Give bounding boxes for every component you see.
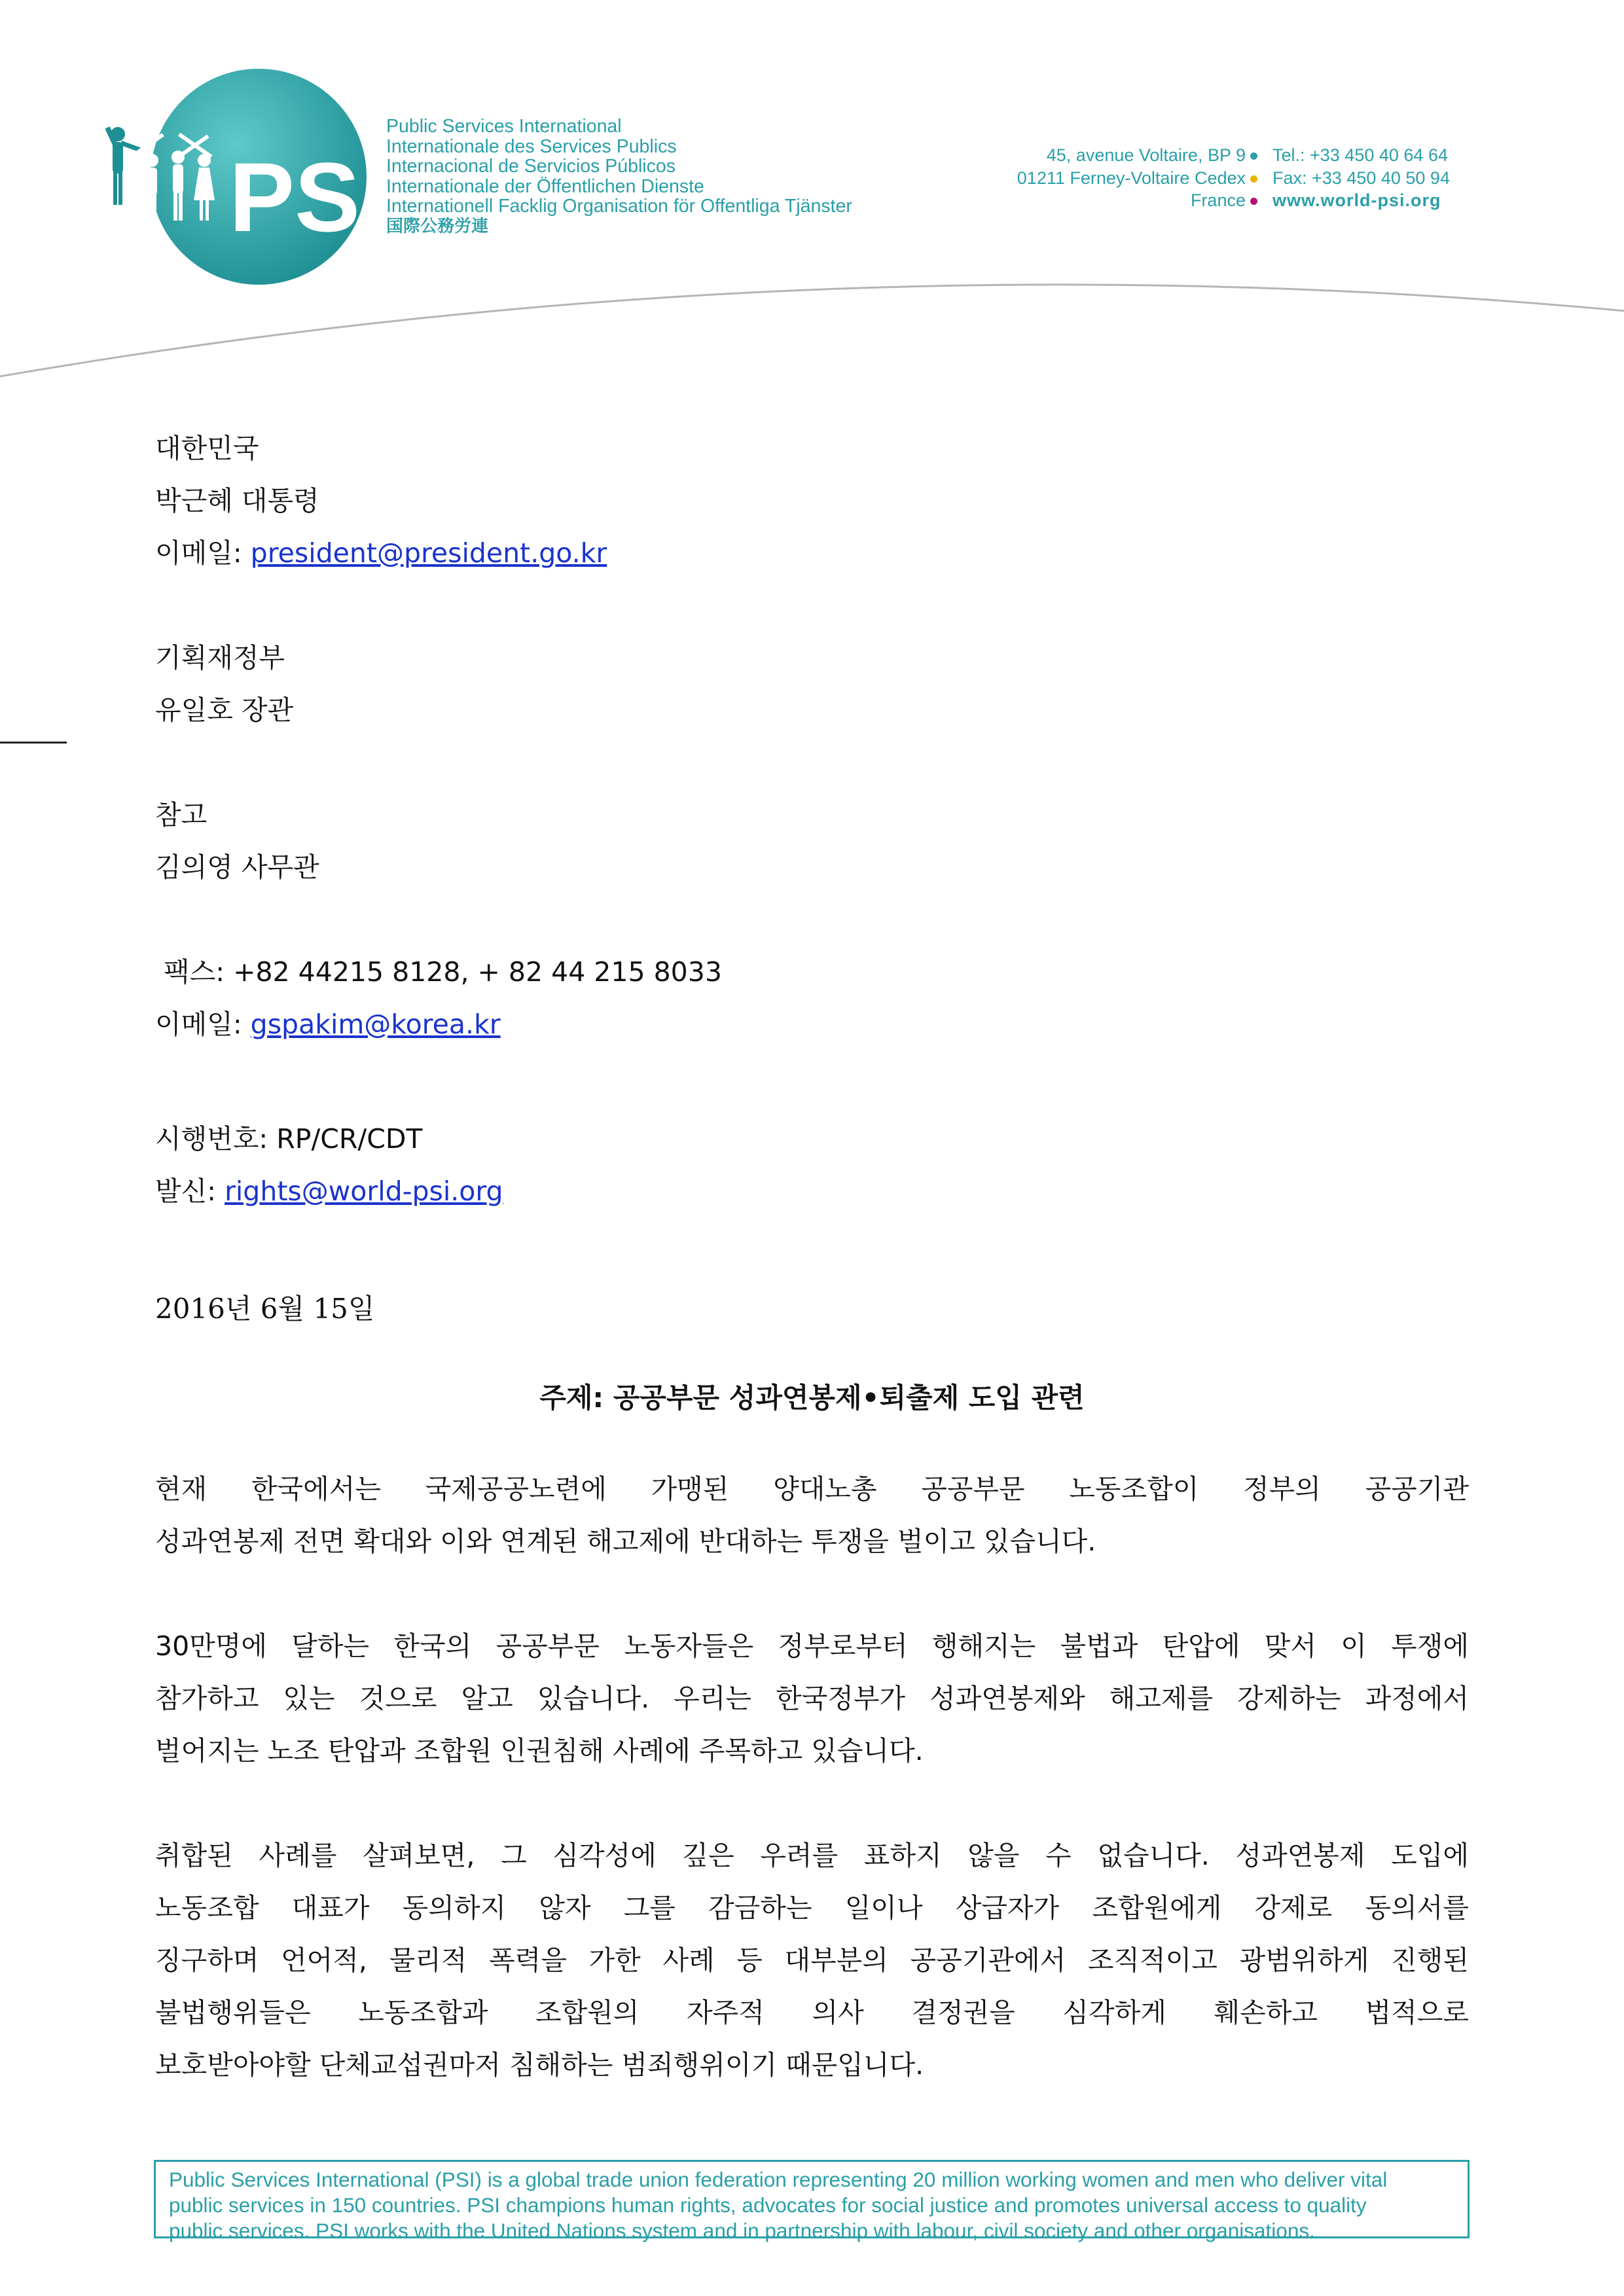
cc-email-line [155, 1008, 501, 1041]
footer-line: Public Services International (PSI) is a global trade union federation representing 20 million working women and men who deliver vital [169, 2168, 1388, 2191]
paragraph-line: 취합된 사례를 살펴보면, 그 심각성에 깊은 우려를 표하지 않을 수 없습니다. 성과연봉제 도입에 [155, 1840, 1469, 1871]
sender-label: 발신: [155, 1175, 225, 1207]
address-line-1: 45, avenue Voltaire, BP 9 [1046, 145, 1246, 165]
paragraph-1 [155, 1463, 1469, 1568]
magenta-bullet-icon [1250, 198, 1257, 205]
paragraph-line: 참가하고 있는 것으로 알고 있습니다. 우리는 한국정부가 성과연봉제와 해고제를 강제하는 과정에서 [155, 1683, 1469, 1714]
paragraph-line: 보호받아야할 단체교섭권마저 침해하는 범죄행위이기 때문입니다. [155, 2049, 924, 2081]
letter-date: 2016년 6월 15일 [155, 1293, 375, 1325]
letter-subject: 주제: 공공부문 성과연봉제•퇴출제 도입 관련 [539, 1382, 1085, 1414]
cc-email-link[interactable]: gspakim@korea.kr [250, 1009, 501, 1040]
fax: Fax: +33 450 40 50 94 [1272, 168, 1450, 188]
org-name-ja: 国際公務労連 [386, 216, 489, 236]
org-name-en: Public Services International [386, 116, 622, 137]
email-label: 이메일: [155, 537, 251, 569]
paragraph-line: 성과연봉제 전면 확대와 이와 연계된 해고제에 반대하는 투쟁을 벌이고 있습니다. [155, 1526, 1096, 1557]
phone: Tel.: +33 450 40 64 64 [1272, 145, 1448, 165]
postal-address [1017, 144, 1246, 212]
address-line-2: 01211 Ferney-Voltaire Cedex [1017, 168, 1246, 188]
paragraph-line: 징구하며 언어적, 물리적 폭력을 가한 사례 등 대부분의 공공기관에서 조직적이고 광범위하게 진행된 [155, 1945, 1469, 1976]
cc-name: 김의영 사무관 [155, 852, 319, 883]
paragraph-line: 현재 한국에서는 국제공공노련에 가맹된 양대노총 공공부문 노동조합이 정부의 공공기관 [155, 1473, 1469, 1505]
email-label-2: 이메일: [155, 1009, 251, 1040]
bullet-column [1245, 144, 1265, 212]
paragraph-line: 불법행위들은 노동조합과 조합원의 자주적 의사 결정권을 심각하게 훼손하고 법적으로 [155, 1997, 1469, 2028]
footer-line: public services in 150 countries. PSI champions human rights, advocates for social justice and promotes universal access to quality [169, 2193, 1367, 2217]
fax-numbers: 팩스: +82 44215 8128, + 82 44 215 8033 [155, 956, 722, 988]
recipient-president: 박근혜 대통령 [155, 485, 319, 516]
reference-number: 시행번호: RP/CR/CDT [155, 1123, 423, 1155]
paragraph-2 [155, 1620, 1469, 1777]
org-name-sv: Internationell Facklig Organisation för Offentliga Tjänster [386, 196, 852, 217]
recipient-country: 대한민국 [155, 433, 259, 464]
sender-email-link[interactable]: rights@world-psi.org [225, 1175, 503, 1207]
paragraph-line: 30만명에 달하는 한국의 공공부문 노동자들은 정부로부터 행해지는 불법과 탄압에 맞서 이 투쟁에 [155, 1630, 1469, 1662]
yellow-bullet-icon [1250, 175, 1257, 183]
org-name-fr: Internationale des Services Publics [386, 135, 677, 157]
teal-bullet-icon [1250, 152, 1257, 160]
paragraph-line: 노동조합 대표가 동의하지 않자 그를 감금하는 일이나 상급자가 조합원에게 강제로 동의서를 [155, 1892, 1469, 1924]
contact-info [1272, 144, 1450, 212]
address-line-3: France [1190, 190, 1246, 210]
header-divider-arc [0, 249, 1624, 393]
recipient-email-line [155, 537, 607, 569]
logo-text: PSI [229, 142, 388, 252]
recipient-minister: 유일호 장관 [155, 694, 294, 726]
footer-box [154, 2160, 1470, 2242]
people-figures-icon [105, 126, 143, 205]
website-link[interactable]: www.world-psi.org [1272, 190, 1441, 210]
fold-mark [0, 742, 67, 744]
organization-names [386, 117, 852, 236]
footer-line: public services. PSI works with the United Nations system and in partnership with labour, civil society and other organisations. [169, 2219, 1315, 2242]
org-name-es: Internacional de Servicios Públicos [386, 156, 676, 177]
paragraph-3 [155, 1829, 1469, 2091]
org-name-de: Internationale der Öffentlichen Dienste [386, 175, 704, 197]
recipient-ministry: 기획재정부 [155, 642, 285, 673]
paragraph-line: 벌어지는 노조 탄압과 조합원 인권침해 사례에 주목하고 있습니다. [155, 1735, 924, 1767]
president-email-link[interactable]: president@president.go.kr [250, 537, 607, 569]
cc-label: 참고 [155, 799, 208, 831]
sender-line [155, 1175, 503, 1208]
